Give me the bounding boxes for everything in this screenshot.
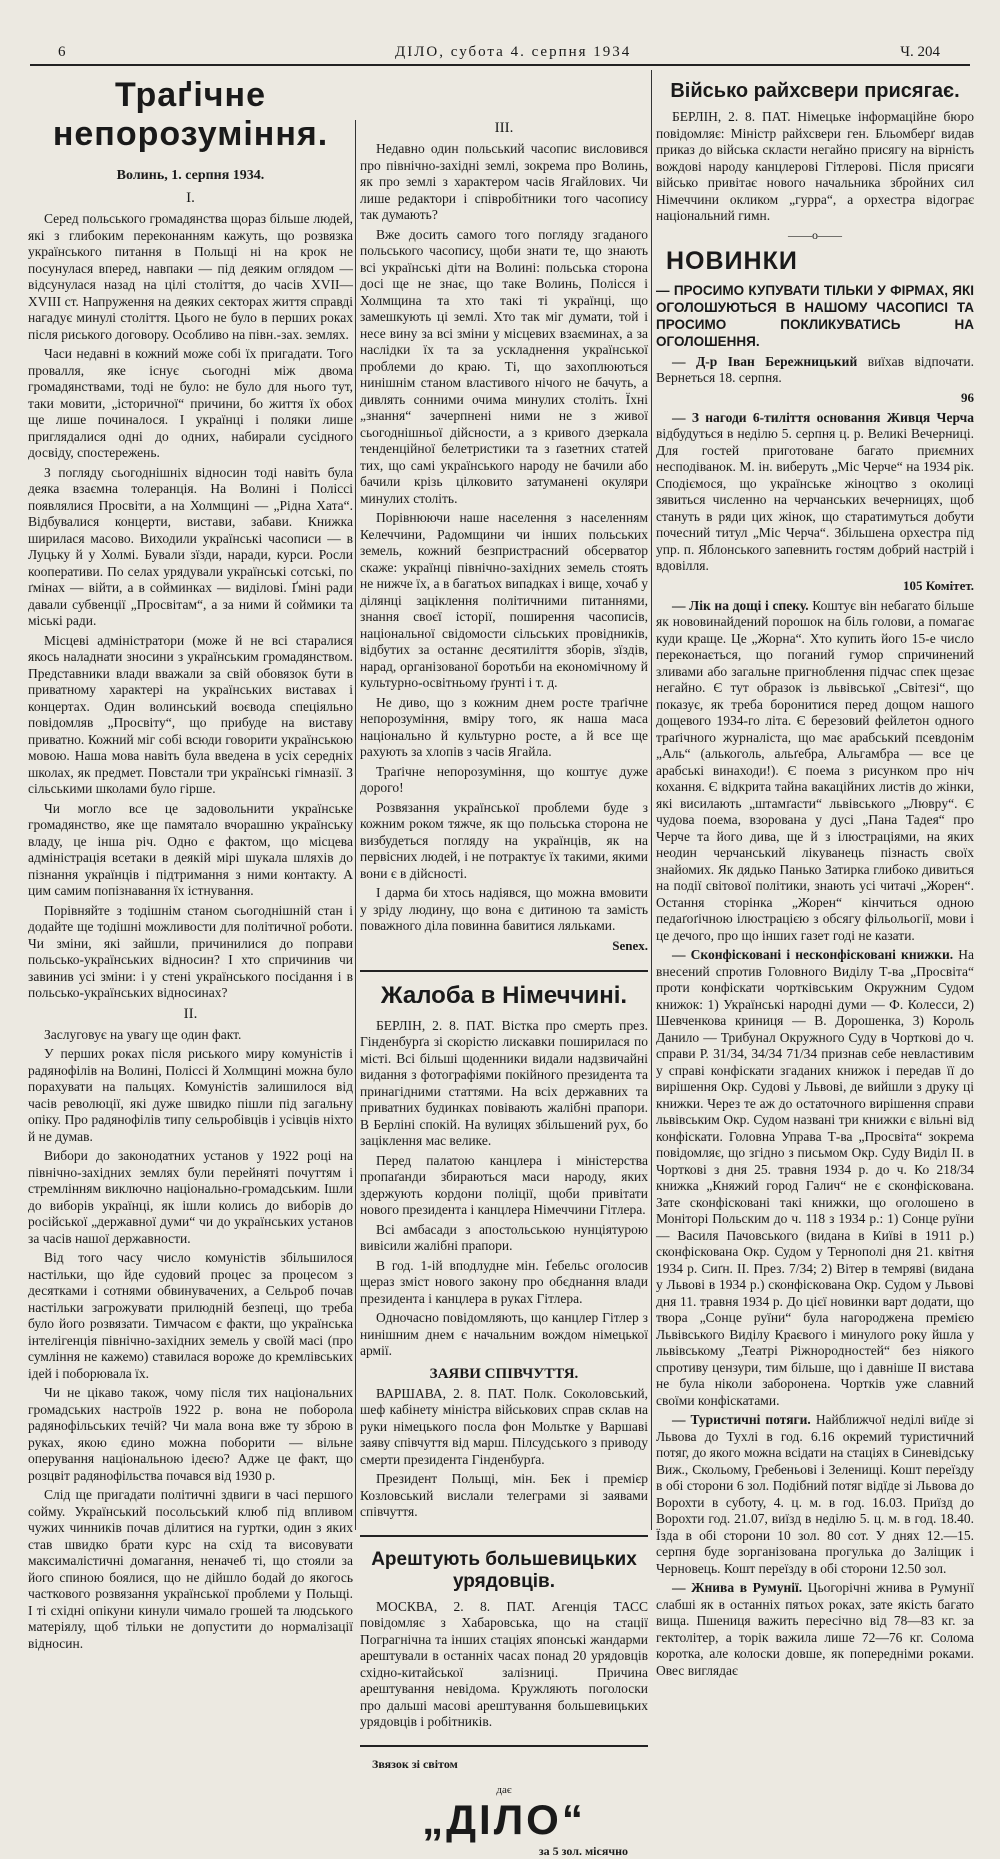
news-item-text: На внесений спротив Головного Виділу Т-ва „Просвіта“ проти конфіскати чортківським Окружним Судом книжок: 1) Українські народні думи — Ф. Колесси, 2) Шевченкова криниця — В. Дорошенка, 3) Король Данило — Трибунал Окружного Суду в Чорткові до ч. справи Р. 31/34, 34/34 71/34 признав себе невластивим у справі конфіскати згаданих книжок і передав її до вирішення Окр. Судові у Львові, де вийшли з друку ці книжки. Через те аж до остаточного вирішення справи львівським Окр. Судом названі три книжки є вільні від конфіскати. Головна Управа Т-ва „Просвіта“ зокрема повідомляє, що згідно з письмом Окр. Суду Виділ II. в Чорткові з дня 25. травня 1934 р. до ч. Ко 218/34 книжка „Княжий город Галич“ не є сконфіскована. Зате сконфісковані такі книжки, що оголошено в Моніторі Польским до ч. 118 з 1934 р.: 1) Сонце руїни — Василя Пачовського (видана в Київі в 1911 р.) сконфіскована Окр. Судом у Тернополі дня 21. квітня 1934 р. Сиґн. II. През. 7/34; 2) Вітер в темряві (видана у Львові в 1934 р.) сконфіскована Окр. Судом у Львові дня 11. травня 1934 р. До цієї новинки варт додати, що твора „Сонце руїни“ була нагороджена премією Львівського Виділу Краєвого і минулого року йшла у львівському „Театрі Ріжнородностей“ без ніякого спротиву цензури, тим більше, що і давніше II вистава не була ніколи заборонена. Чортків уже славний своїми конфіскатами. [656, 947, 975, 1408]
article-reichswehr-title: Військо райхсвери присягає. [670, 80, 960, 102]
masthead-date: ДІЛО, субота 4. серпня 1934 [395, 44, 632, 60]
paragraph: Чи не цікаво також, чому після тих національних громадських настроїв 1922 р. вона не поборола радянофільських течій? Чи мала вона вже ту зброю в руках, якою єдино можна поборити — вільне оперування національною ідеєю? Адже це факт, що розцвіт радянофільства почався від 1930 р. [28, 1385, 353, 1483]
page-header [0, 40, 1000, 64]
column-1 [28, 72, 353, 1651]
news-item [656, 1580, 974, 1679]
paragraph: Заслуговує на увагу ще один факт. [44, 1026, 242, 1042]
news-item-text: Цьогорічні жнива в Румунії слабші як в останніх пятьох роках, зате якість багато вища. Пшениця важить пересічно від 78—83 кг. за гектолітер, а торік важила лише 72—76 кг. Солома коротка, але колоски довше, як попередніми роками. Овес виглядає [656, 1580, 975, 1678]
main-article-dateline: Волинь, 1. серпня 1934. [116, 168, 265, 183]
column-2 [360, 120, 648, 1858]
issue-number: Ч. 204 [900, 44, 940, 60]
article-mourning-body [360, 1018, 648, 1360]
column-3 [656, 72, 975, 1678]
condolences-heading: ЗАЯВИ СПІВЧУТТЯ. [429, 1365, 579, 1382]
section-3-body [360, 141, 648, 935]
paragraph: Серед польського громадянства щораз більше людей, які з глибоким переконанням кажуть, що розвязка українського питання в Польщі ні на крок не посунулася вперед, навпаки — під деяким оглядом — відсунулася назад на цілі століття, до часів XVII— XVIII ст. Напруження на деяких секторах життя справді нагадує минулі століття. Цього не було в перших роках після риського договору. Особливо на півн.-зах. землях. [28, 211, 353, 342]
news-item-lead: — Д-р Іван Бережницький [672, 353, 858, 369]
paragraph: Недавно один польський часопис висловився про північно-західні землі, зокрема про Волинь, як про землі з характером часів Ягайлових. Чи лише редактори і співробітники того часопису так думають? [360, 141, 648, 222]
article-signature: Senex. [612, 937, 648, 953]
column-divider-2 [651, 70, 652, 1530]
news-item-text: Найближчої неділі виїде зі Львова до Тухлі в год. 6.16 окремий туристичний потяг, до якого можна всідати на стаціях в Синевідську Виж., Скольому, Гребеньові і Зеленищі. Кошт переїзду в обі сторони 6 зол. Подібний потяг відїде зі Львова до Ворохти в суботу, 4. ц. м. в год. 16.03. Приїзд до Ворохти год. 21.07, виїзд в неділю 5. ц. м. в год. 18.40. Їзда в обі сторони 10 зол. 80 сот. У днях 12.—15. серпня буде зорганізована прогулька до Заліщик і Черновець. Кошт переїзду в обі сторони 12.50 зол. [656, 1412, 974, 1576]
paragraph: Вже досить самого того погляду згаданого польського часопису, щоби знати те, що знають всі українські діти на Волині: польська сторона досі ще не знає, що таке Волинь, Полісся і Холмщина та хто такі ті українці, що замешкують ці землі. Хто так міг думати, той і несе вину за всі зміни у місцевих взаєминах, а за наслідки їх та за ускладнення української проблеми до краю. Ті, що захоплюються нинішнім станом властивого нічого не бачуть, а дивлять сонними очима минулих століть. Їхні „знання“ зачерпнені ними не з живої сьогоднішньої дійсности, а з кривого дзеркала тенденційної белетристики та з ґазетних статей тих, що самі українського народу не бачили або бачили крізь цілковито затуманені окуляри минулих століть. [360, 226, 648, 506]
ad-brand: „ДІЛО“ [422, 1795, 586, 1843]
paragraph: ВАРШАВА, 2. 8. ПАТ. Полк. Соколовський, шеф кабінету міністра військових справ склав на руки німецького посла фон Мольтке у Варшаві заяву співчуття від марш. Пілсудського з приводу смерти президента Гінденбурґа. [360, 1385, 648, 1467]
main-article-title: Траґічне непорозуміння. [52, 76, 329, 153]
section-heading-1: I. [186, 190, 195, 206]
ad-line-2: дає [496, 1783, 512, 1796]
news-item [656, 598, 974, 945]
paragraph: Вибори до законодатних установ у 1922 році на північно-західних землях були перейняті почуттям і стремлінням виключно національно-громадським. Ішли до виборів українці, як ішли колись до виборів до російської „державної думи“ чи до українських установ за часів нашої державности. [28, 1148, 353, 1246]
paragraph: Перед палатою канцлера і міністерства пропаґанди збираються маси народу, яких здержують кордони поліції, щоби привітати нового президента і канцлера Німеччини Гітлера. [360, 1152, 648, 1217]
paragraph: БЕРЛІН, 2. 8. ПАТ. Вістка про смерть през. Гінденбурґа зі скорістю лискавки поширилася по місті. Всі більші щоденники видали надзвичайні видання з фотографіями покійного президента та принагідними статтями. На всіх державних та приватних будинках повівають жалібні прапори. В Берліні спокій. На вулицях збільшений рух, бо заціклення мас велике. [360, 1017, 648, 1148]
news-item-lead: — Лік на дощі і спеку. [672, 597, 809, 613]
paragraph: Порівняйте з тодішнім станом сьогоднішній стан і додайте ще тодішні можливости для політичної роботи. Чи зміни, які зайшли, причинилися до поправи польсько-українських відносин? І хто спричинив чи завинив усі зміни: і у стені українського посідання і в польсько-українських відносинах? [28, 902, 353, 1000]
advertising-plea: — ПРОСИМО КУПУВАТИ ТІЛЬКИ У ФІРМАХ, ЯКІ ОГОЛОШУЮТЬСЯ В НАШОМУ ЧАСОПИСІ ТА ПРОСИМО ПОКЛИКУВАТИСЬ НА ОГОЛОШЕННЯ. [656, 282, 974, 349]
news-item [656, 947, 974, 1409]
paragraph: Від того часу число комуністів збільшилося настільки, що йде судовий процес за процесом з десятками і сотнями обвинувачених, а Сельроб почав настільки загрожувати прилюдній безпеці, що треба було його розвязати. Тимчасом є факти, що українська інтелігенція північно-західних земель у своїй масі (про сумління не кажемо) ставилася вороже до кремлівських ідей і поборювала їх. [28, 1250, 353, 1381]
news-item-tag: 96 [961, 389, 974, 405]
paragraph: Не диво, що з кожним днем росте траґічне непорозуміння, вміру того, як наша маса національно й культурно росте, а й все ще рахують за хлопів з часів Ягайла. [360, 694, 648, 759]
news-item-text: виїхав відпочати. Вернеться 18. серпня. [656, 353, 974, 385]
news-item-lead: — З нагоди 6-тиліття основання Живця Черча [672, 409, 974, 425]
article-arrests-title: Арештують большевицьких урядовців. [360, 1535, 648, 1593]
news-items [656, 354, 974, 1680]
section-heading-3: III. [494, 120, 514, 136]
paragraph: У перших роках після риського миру комуністів і радянофілів на Волині, Поліссі й Холмщині можна було порахувати на пальцях. Комуністів залишилося від часів революції, які дуже швидко пішли під загальну опіку. Про радянофілів типу сельробівців і усівців ніхто й не думав. [28, 1046, 353, 1144]
paragraph: Порівнюючи наше населення з населенням Келеччини, Радомщини чи інших польських земель, кожний безпристрасний обсерватор скаже: українці північно-західних земель стоять не нижче їх, а в багатьох випадках і вище, хочаб у ділянці заціклення політичними питаннями, знання своєї історії, поширення часописів, національної свідомости сільських провідників, відбутих за останнє десятиліття зборів, зїздів, нарад, організованої боротьби на економічному й культурно-освітньому ґрунті і т. д. [360, 510, 648, 690]
news-item-lead: — Жнива в Румунії. [672, 1580, 803, 1595]
ad-line-1: Звязок зі світом [372, 1756, 458, 1771]
paragraph: В год. 1-ій вподлудне мін. Ґебельс оголосив щераз зміст нового закону про обєднання влади президента і канцлера в руках Гітлера. [360, 1257, 648, 1306]
news-item-lead: — Сконфісковані і несконфісковані книжки. [672, 947, 954, 962]
news-item [656, 410, 974, 575]
news-item-text: Коштує він небагато більше як нововинайдений порошок на біль голови, а помагає куди краще. Це „Жорна“. Хто купить його 15-е число переконається, що поганий гумор спричинений зливами або загальне пригноблення підчас спек щезає негайно. Є тут образок із львівської „Світезі“, що показує, як треба боронитися перед дощом нашого дощевого 1934-го літа. Є березовий фейлетон одного траґічного журналіста, що має арабський псевдонім „Аль“ (алькоголь, альґебра, Альгамбра — все це арабські винаходи!). Є поема з рисунком про ніч кохання. Є відкрита тайна вакаційних листів до жінки, які висилають „штамґасти“ львівського „Люврy“. Є чудова поема, взорована у дусі „Пана Тадея“ про Черче та його дива, ще й з ілюстраціями, на яких неодин черчанський лікуванець пізнасть своїх знайомих. Як дядько Панько Затирка глибоко дивиться на події світової політики, знають усі читачі „Жорен“. Остання сторінка „Жорен“ кінчиться одною педаґоґічною ілюстрацією з обсягу фільольогії, мови і це дечого, про що інших газет годі не казати. [656, 597, 974, 943]
ad-price: за 5 зол. місячно [538, 1843, 628, 1858]
paragraph: Одночасно повідомляють, що канцлер Гітлер з нинішним днем є начальним вождом німецької армії. [360, 1310, 648, 1358]
news-item-text: відбудуться в неділю 5. серпня ц. р. Великі Вечерниці. Для гостей приготоване багато приємних несподіванок. М. ін. виберуть „Міс Черче“ на 1934 рік. Сподіємося, що українське жіноцтво з околиці зявиться численно на черчанських вечерницях, щоб стануть в ряди цих жінок, що старатимуться добути почесний титул „Міс Черча“. Збільшена орхестра під упр. п. Яблонського запевнить гостям добрий настрій і вдовілля. [656, 426, 974, 573]
article-reichswehr-body: БЕРЛІН, 2. 8. ПАТ. Німецьке інформаційне бюро повідомляє: Міністр райхсвери ген. Бльомберґ видав приказ до війська скласти негайно присягу на вірність вождові народу канцлерові Гітлерові. Після присяги військо привітає нового начальника збройних сил Німеччини окликом „гурра“, а орхестра відограє національний гимн. [656, 109, 974, 223]
article-arrests-body: МОСКВА, 2. 8. ПАТ. Агенція ТАСС повідомляє з Хабаровська, що на стації Пограгнічна та інших стаціях японські жандарми арештували в останніх часах понад 20 урядовців східно-китайської залізниці. Причина арештування невідома. Кружляють поголоски про дальші масові арештування большевицьких урядовців і робітників. [360, 1598, 648, 1729]
paragraph: Розвязання української проблеми буде з кожним роком тяжче, як що польська сторона не визбудеться погляду на українців, як на первісних людей, і не потрактує їх такими, якими вони є в дійсності. [360, 799, 648, 881]
paragraph: Траґічне непорозуміння, що коштує дуже дорого! [360, 763, 648, 795]
paragraph: Часи недавні в кожний може собі їх пригадати. Того провалля, яке існує сьогодні між двома громадянствами, тоді не було: не було для нього тут, таки мовити, „історичної“ причини, бо життя їх обох ще лише починалося. І українці і поляки лише приглядалися одні до одних, набирали сусідного досвіду, спостережень. [28, 346, 353, 460]
paragraph: Слід ще пригадати політичні здвиги в часі першого сойму. Український посольський клюб під впливом чужих чинників почав ділитися на гуртки, один з яких став швидко брати курс на схід та висовувати максималістичні домагання, неначеб ті, що стояли за його спиною боялися, що не дійшло бодай до якогось часткового розвязання української проблеми у Польщі. І ті східні опікуни кинули чимало грошей та людського матеріялу, щоб тільки не допустити до нормалізації відносин. [28, 1487, 353, 1651]
paragraph: З погляду сьогоднішніх відносин тоді навіть була деяка взаємна толеранція. На Волині і Поліссі появлялися Просвіти, а на Холмщині — „Рідна Хата“. Відбувалися концерти, вистави, забави. Книжка ширилася масово. Виходили українські часописи — в Луцьку й у Холмі. Бували зїзди, наради, курси. Росли кооперативи. По селах урядували українські сотські, по ґмінах — війти, а в сойминках — виділові. Ґміні ради давали субвенції „Просвітам“, а за ними й соймики та міські ради. [28, 464, 353, 628]
news-item [656, 354, 974, 387]
paragraph: І дарма би хтось надіявся, що можна вмовити у зріду людину, що вона є дитиною та замість поважного діла повинна бавитися ляльками. [360, 885, 648, 933]
ornament-divider: ——o—— [788, 227, 842, 242]
news-item-tag: 105 Комітет. [902, 577, 974, 593]
header-rule [30, 64, 970, 66]
paragraph: Місцеві адміністратори (може й не всі старалися якось наладнати зносини з українським громадянством. Представники влади вважали за свій обовязок бути в приватному характері на українських виставах і концертах. Один волинський воєвода спеціяльно повідомляв „Просвіту“, що прибуде на виставу приватно. Кожний міг собі всюди говорити українською мовою. Наша мова навіть була введена в усіх середніх школах, як предмет. Повстали три українські гімназії. З сільськими школами було гірше. [28, 632, 353, 796]
article-mourning-title: Жалоба в Німеччині. [360, 970, 648, 1010]
section-heading-2: II. [183, 1005, 198, 1022]
paragraph: Чи могло все це задовольнити українське громадянство, яке ще памятало вчорашню українську владу, це інша річ. Одно є фактом, що місцева адміністрація всетаки в деякій мірі шукала шляхів до пізнання українців і підтримання з ними контакту. А цим самим попізнавання їх істнування. [28, 800, 353, 898]
paragraph: Всі амбасади з апостольською нунціятурою вивісили жалібні прапори. [360, 1221, 648, 1253]
condolences-body [360, 1386, 648, 1521]
page-number: 6 [58, 44, 66, 60]
column-divider-1 [355, 120, 356, 1530]
paragraph: Президент Польщі, мін. Бек і премієр Козловський вислали телеграми зі заявами співчуття. [360, 1471, 648, 1519]
news-item-lead: — Туристичні потяги. [672, 1412, 811, 1427]
section-1-body [28, 211, 353, 1002]
section-2-body [28, 1027, 353, 1653]
news-section-title: НОВИНКИ [666, 246, 798, 275]
news-item [656, 1412, 974, 1577]
dilo-advertisement [360, 1745, 648, 1859]
